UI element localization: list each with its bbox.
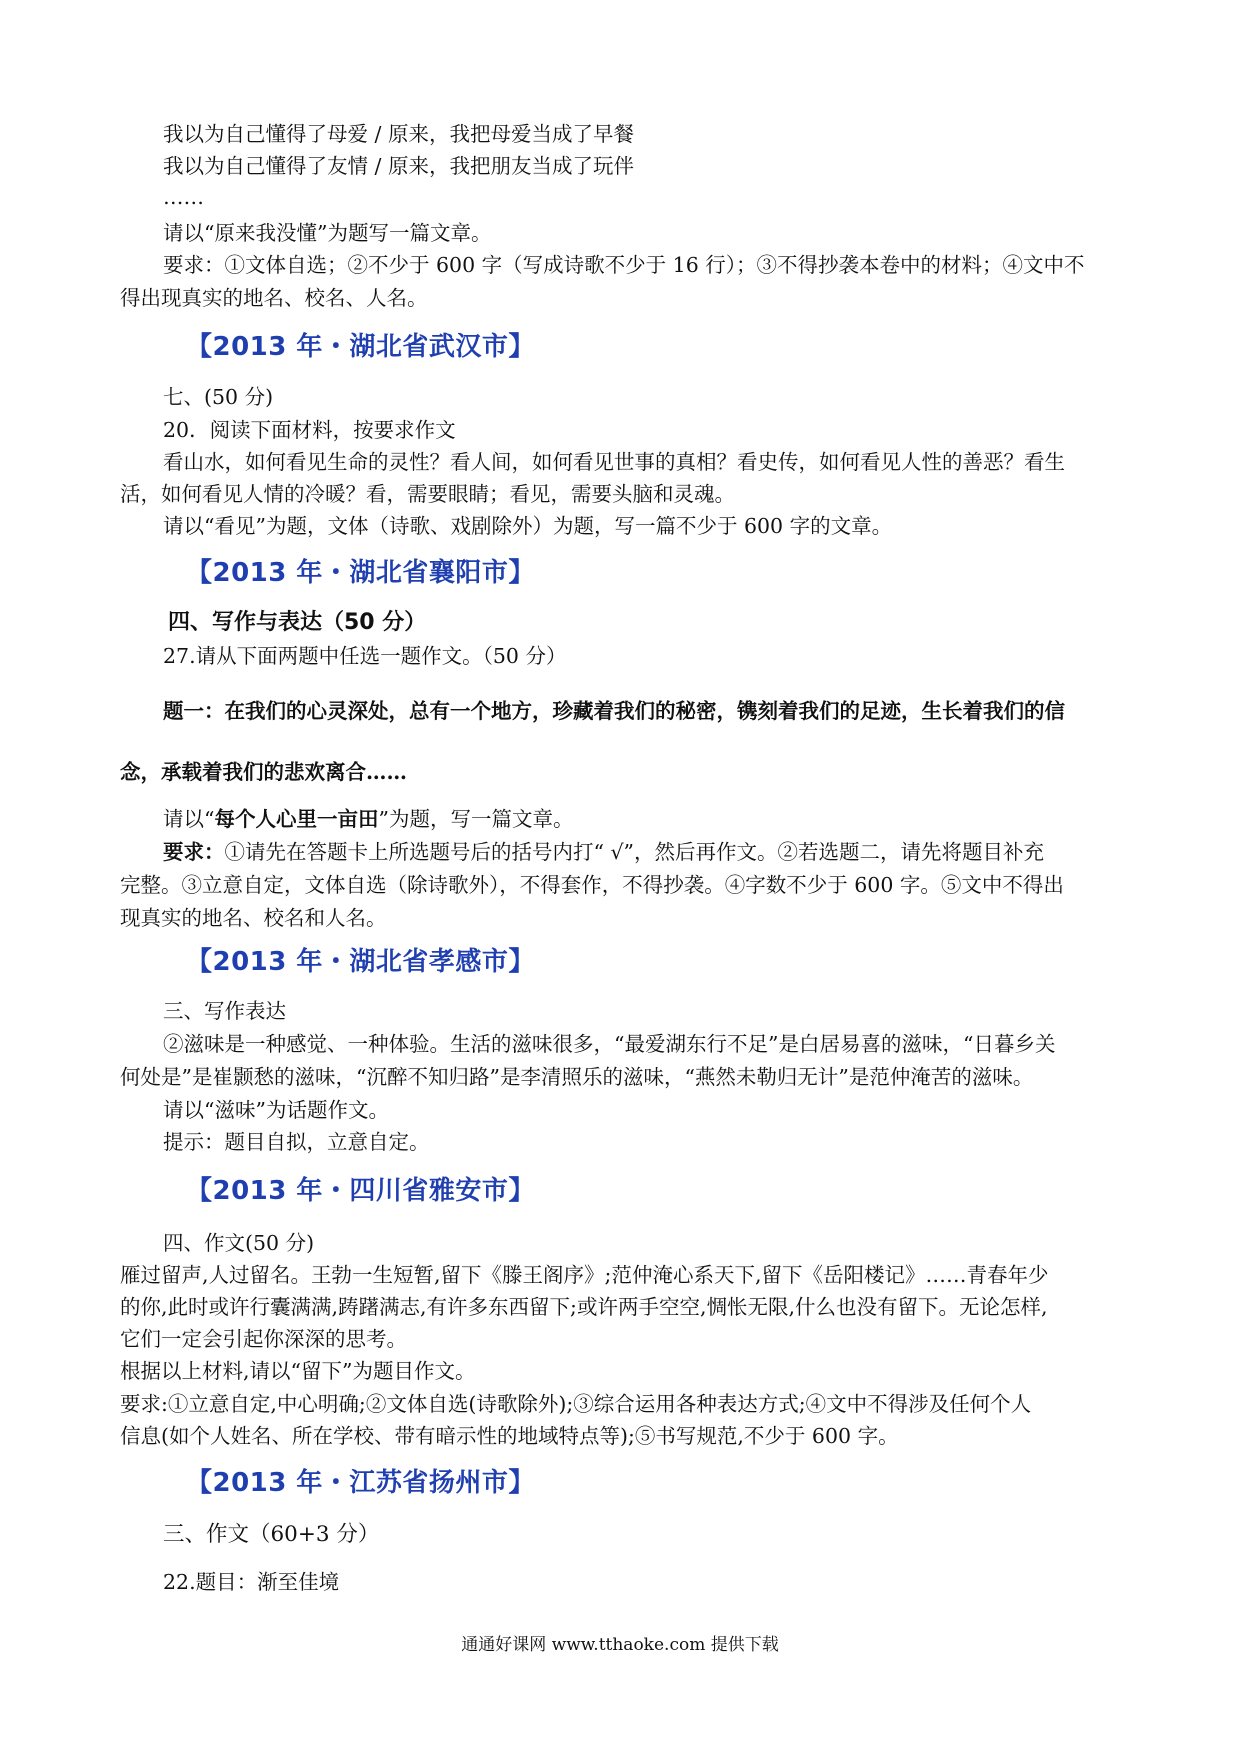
essay-title-line: 22.题目：渐至佳境 bbox=[163, 1570, 340, 1594]
material-line-2: 何处是”是崔颢愁的滋味，“沉醉不知归路”是李清照乐的滋味，“燕然未勒归无计”是范仲淹苦的滋味。 bbox=[120, 1065, 1034, 1089]
section-heading-wuhan: 【2013 年・湖北省武汉市】 bbox=[186, 332, 535, 362]
requirement-line-2: 信息(如个人姓名、所在学校、带有暗示性的地域特点等);⑤书写规范,不少于 600 字。 bbox=[120, 1424, 899, 1448]
poem-line-1: 我以为自己懂得了母爱 / 原来，我把母爱当成了早餐 bbox=[163, 122, 634, 146]
requirement-label: 要求： bbox=[163, 840, 225, 864]
poem-line-2: 我以为自己懂得了友情 / 原来，我把朋友当成了玩伴 bbox=[163, 154, 634, 178]
part-title: 三、写作表达 bbox=[163, 999, 286, 1023]
prompt-line: 请以“滋味”为话题作文。 bbox=[163, 1098, 389, 1122]
section-heading-yangzhou: 【2013 年・江苏省扬州市】 bbox=[186, 1468, 535, 1498]
part-title: 四、作文(50 分) bbox=[163, 1231, 315, 1255]
poem-ellipsis: …… bbox=[163, 185, 204, 209]
prompt-line: 根据以上材料,请以“留下”为题目作文。 bbox=[120, 1359, 476, 1383]
requirement-line-1: 要求：①文体自选；②不少于 600 字（写成诗歌不少于 16 行）；③不得抄袭本卷中的材料；④文中不 bbox=[163, 253, 1085, 277]
prompt-line bbox=[163, 805, 573, 833]
section-heading-yaan: 【2013 年・四川省雅安市】 bbox=[186, 1176, 535, 1206]
material-line-2: 活，如何看见人情的冷暖？看，需要眼睛；看见，需要头脑和灵魂。 bbox=[120, 482, 735, 506]
requirement-line-1: 要求:①立意自定,中心明确;②文体自选(诗歌除外);③综合运用各种表达方式;④文中不得涉及任何个人 bbox=[120, 1392, 1032, 1416]
page-footer: 通通好课网 www.tthaoke.com 提供下载 bbox=[461, 1635, 779, 1655]
question-title: 27.请从下面两题中任选一题作文。（50 分） bbox=[163, 644, 567, 668]
section-heading-xiaogan: 【2013 年・湖北省孝感市】 bbox=[186, 947, 535, 977]
part-title: 三、作文（60+3 分） bbox=[163, 1522, 380, 1547]
prompt-suffix: ”为题，写一篇文章。 bbox=[378, 807, 574, 831]
question-number: 七、(50 分) bbox=[163, 385, 274, 409]
material-line-3: 它们一定会引起你深深的思考。 bbox=[120, 1327, 407, 1351]
prompt-prefix: 请以“ bbox=[163, 807, 215, 831]
topic-one-line-2: 念，承载着我们的悲欢离合…… bbox=[120, 760, 407, 784]
requirement-text: ①请先在答题卡上所选题号后的括号内打“ √”，然后再作文。②若选题二，请先将题目补充 bbox=[224, 840, 1045, 864]
topic-one-line-1: 题一：在我们的心灵深处，总有一个地方，珍藏着我们的秘密，镌刻着我们的足迹，生长着我们的信 bbox=[163, 699, 1065, 723]
prompt-title: 每个人心里一亩田 bbox=[214, 807, 379, 831]
hint-line: 提示：题目自拟，立意自定。 bbox=[163, 1130, 430, 1154]
prompt-line: 请以“看见”为题，文体（诗歌、戏剧除外）为题，写一篇不少于 600 字的文章。 bbox=[163, 514, 893, 538]
section-heading-xiangyang: 【2013 年・湖北省襄阳市】 bbox=[186, 558, 535, 588]
requirement-line-1 bbox=[163, 838, 1044, 866]
material-line-1: ②滋味是一种感觉、一种体验。生活的滋味很多，“最爱湖东行不足”是白居易喜的滋味，“日暮乡关 bbox=[163, 1032, 1056, 1056]
requirement-line-2: 得出现真实的地名、校名、人名。 bbox=[120, 286, 428, 310]
material-line-1: 看山水，如何看见生命的灵性？看人间，如何看见世事的真相？看史传，如何看见人性的善恶？看生 bbox=[163, 450, 1065, 474]
material-line-2: 的你,此时或许行囊满满,踌躇满志,有许多东西留下;或许两手空空,惆怅无限,什么也没有留下。无论怎样, bbox=[120, 1295, 1048, 1319]
requirement-line-2: 完整。③立意自定，文体自选（除诗歌外），不得套作，不得抄袭。④字数不少于 600 字。⑤文中不得出 bbox=[120, 873, 1064, 897]
material-line-1: 雁过留声,人过留名。王勃一生短暂,留下《滕王阁序》;范仲淹心系天下,留下《岳阳楼记》……青春年少 bbox=[120, 1263, 1049, 1287]
requirement-line-3: 现真实的地名、校名和人名。 bbox=[120, 906, 387, 930]
prompt-line: 请以“原来我没懂”为题写一篇文章。 bbox=[163, 221, 492, 245]
part-title: 四、写作与表达（50 分） bbox=[168, 610, 427, 635]
question-title: 20．阅读下面材料，按要求作文 bbox=[163, 418, 456, 442]
